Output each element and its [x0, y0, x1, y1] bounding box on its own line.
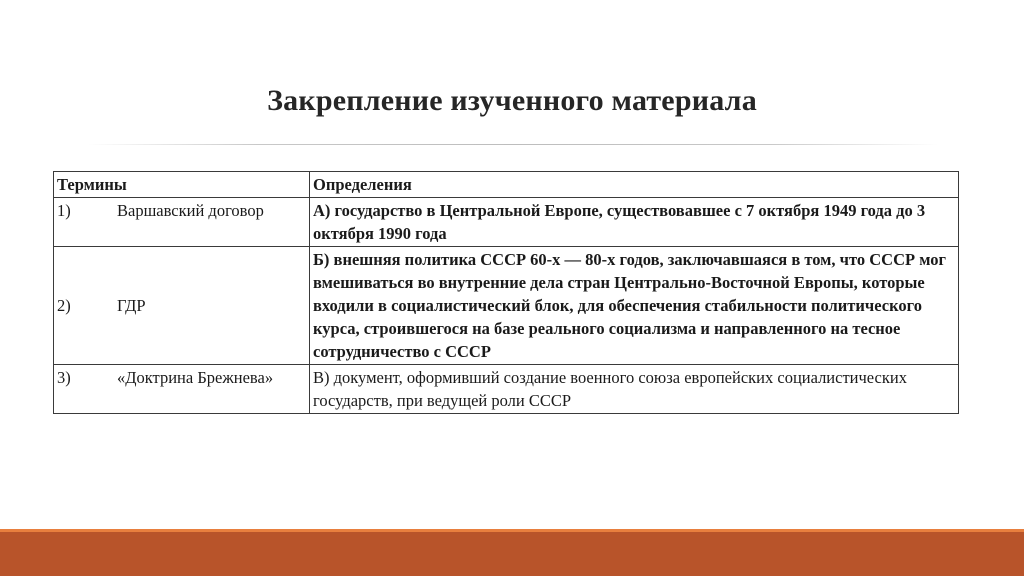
table-row — [54, 198, 959, 247]
term-text: Варшавский договор — [117, 201, 264, 220]
slide-title: Закрепление изученного материала — [267, 84, 757, 117]
footer-bar — [0, 529, 1024, 576]
definition-cell: А) государство в Центральной Европе, существовавшее с 7 октября 1949 года до 3 октября 1990 года — [310, 198, 959, 247]
table-row — [54, 247, 959, 365]
footer-stripe — [0, 529, 1024, 532]
table-header-row — [54, 172, 959, 198]
term-number: 1) — [57, 201, 71, 220]
table-row — [54, 365, 959, 414]
terms-table — [53, 171, 959, 414]
term-text: ГДР — [117, 296, 146, 315]
title-divider — [88, 144, 938, 145]
definition-cell: Б) внешняя политика СССР 60-х — 80-х годов, заключавшаяся в том, что СССР мог вмешиваться во внутренние дела стран Центрально-Восточной Европы, которые входили в социалистический блок, для обеспечения стабильности политического курса, строившегося на базе реального социализма и направленного на тесное сотрудничество с СССР — [310, 247, 959, 365]
term-text: «Доктрина Брежнева» — [117, 368, 274, 387]
header-definitions: Определения — [310, 172, 959, 198]
header-terms: Термины — [54, 172, 310, 198]
term-cell — [54, 198, 310, 247]
term-cell — [54, 247, 310, 365]
term-number: 2) — [57, 296, 71, 315]
term-cell — [54, 365, 310, 414]
definition-cell: В) документ, оформивший создание военного союза европейских социалистических государств, при ведущей роли СССР — [310, 365, 959, 414]
term-number: 3) — [57, 368, 71, 387]
